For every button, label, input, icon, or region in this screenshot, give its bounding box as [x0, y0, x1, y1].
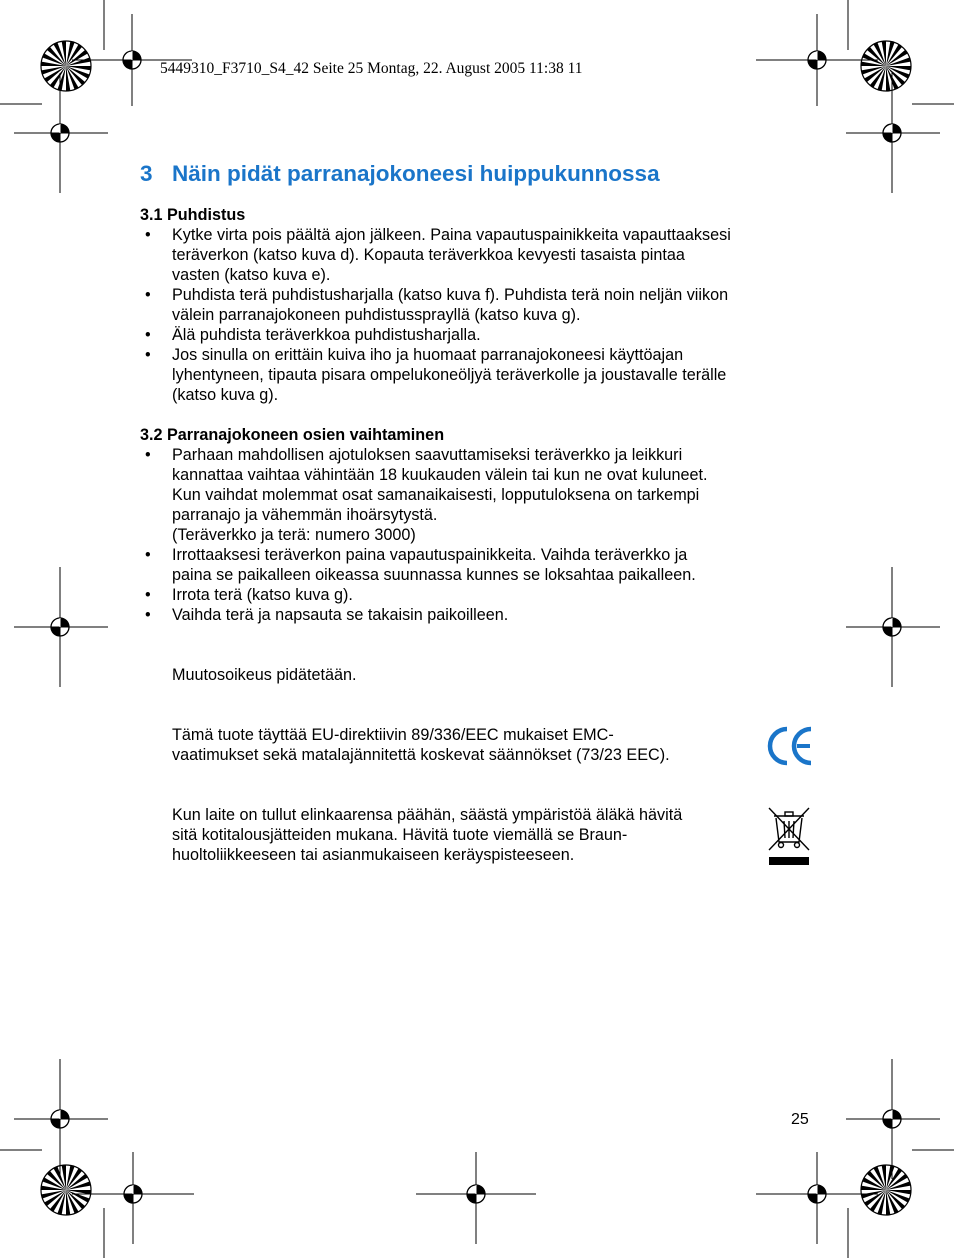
- color-starburst-icon: [41, 41, 91, 91]
- text-line: • Vaihda terä ja napsauta se takaisin paikoilleen.: [172, 606, 509, 624]
- bullet-item: [140, 605, 820, 625]
- color-starburst-icon: [41, 1165, 91, 1215]
- ce-mark-icon: [766, 724, 814, 768]
- bullet-item: [140, 585, 820, 605]
- page-title: [140, 161, 660, 187]
- text-line: • Kytke virta pois päältä ajon jälkeen. Paina vapautuspainikkeita vapauttaaksesi: [172, 226, 731, 244]
- text-line: • Älä puhdista teräverkkoa puhdistusharjalla.: [172, 326, 481, 344]
- section-heading-replacing-parts: 3.2 Parranajokoneen osien vaihtaminen: [140, 426, 445, 444]
- color-starburst-icon: [861, 1165, 911, 1215]
- text-line: Kun laite on tullut elinkaarensa päähän, säästä ympäristöä äläkä hävitä: [172, 806, 683, 824]
- text-line: lyhentyneen, tipauta pisara ompelukoneöljyä teräverkolle ja joustavalle terälle: [172, 366, 727, 384]
- text-line: (katso kuva g).: [172, 386, 279, 404]
- cleaning-list: [140, 225, 820, 405]
- text-line: vaatimukset sekä matalajännitettä koskevat säännökset (73/23 EEC).: [172, 746, 670, 764]
- reservation-note: Muutosoikeus pidätetään.: [172, 666, 357, 684]
- text-line: huoltoliikkeeseen tai asianmukaiseen keräyspisteeseen.: [172, 846, 575, 864]
- text-line: Kun vaihdat molemmat osat samanaikaisesti, lopputuloksena on tarkempi: [172, 486, 700, 504]
- bullet-item: [140, 325, 820, 345]
- replacement-list: [140, 445, 820, 625]
- text-line: sitä kotitalousjätteiden mukana. Hävitä tuote viemällä se Braun-: [172, 826, 628, 844]
- text-line: • Irrota terä (katso kuva g).: [172, 586, 353, 604]
- crossed-out-bin-icon: [765, 804, 813, 868]
- text-line: paina se paikalleen oikeassa suunnassa kunnes se loksahtaa paikalleen.: [172, 566, 696, 584]
- text-line: parranajo ja vähemmän ihoärsytystä.: [172, 506, 438, 524]
- main-content: [140, 205, 820, 865]
- print-slug-line: 5449310_F3710_S4_42 Seite 25 Montag, 22. August 2005 11:38 11: [160, 60, 583, 77]
- bullet-item: [140, 225, 820, 285]
- text-line: välein parranajokoneen puhdistussprayllä (katso kuva g).: [172, 306, 581, 324]
- disposal-text: [140, 805, 760, 865]
- chapter-title: Näin pidät parranajokoneesi huippukunnossa: [172, 161, 660, 186]
- text-line: • Irrottaaksesi teräverkon paina vapautuspainikkeita. Vaihda teräverkko ja: [172, 546, 688, 564]
- bullet-item: [140, 345, 820, 405]
- text-line: • Parhaan mahdollisen ajotuloksen saavuttamiseksi teräverkko ja leikkuri: [172, 446, 683, 464]
- emc-compliance-text: [140, 725, 732, 765]
- bullet-item: [140, 545, 820, 585]
- text-line: • Puhdista terä puhdistusharjalla (katso kuva f). Puhdista terä noin neljän viikon: [172, 286, 729, 304]
- text-line: (Teräverkko ja terä: numero 3000): [172, 526, 416, 544]
- page-number: 25: [791, 1111, 809, 1128]
- text-line: teräverkon (katso kuva d). Kopauta teräverkkoa kevyesti tasaista pintaa: [172, 246, 685, 264]
- text-line: • Jos sinulla on erittäin kuiva iho ja huomaat parranajokoneesi käyttöajan: [172, 346, 684, 364]
- text-line: kannattaa vaihtaa vähintään 18 kuukauden välein tai kun ne ovat kuluneet.: [172, 466, 708, 484]
- section-heading-cleaning: 3.1 Puhdistus: [140, 206, 246, 224]
- bullet-item: [140, 285, 820, 325]
- text-line: Tämä tuote täyttää EU-direktiivin 89/336/EEC mukaiset EMC-: [172, 726, 614, 744]
- chapter-number: 3: [140, 161, 153, 186]
- color-starburst-icon: [861, 41, 911, 91]
- bullet-item: [140, 445, 820, 545]
- text-line: vasten (katso kuva e).: [172, 266, 331, 284]
